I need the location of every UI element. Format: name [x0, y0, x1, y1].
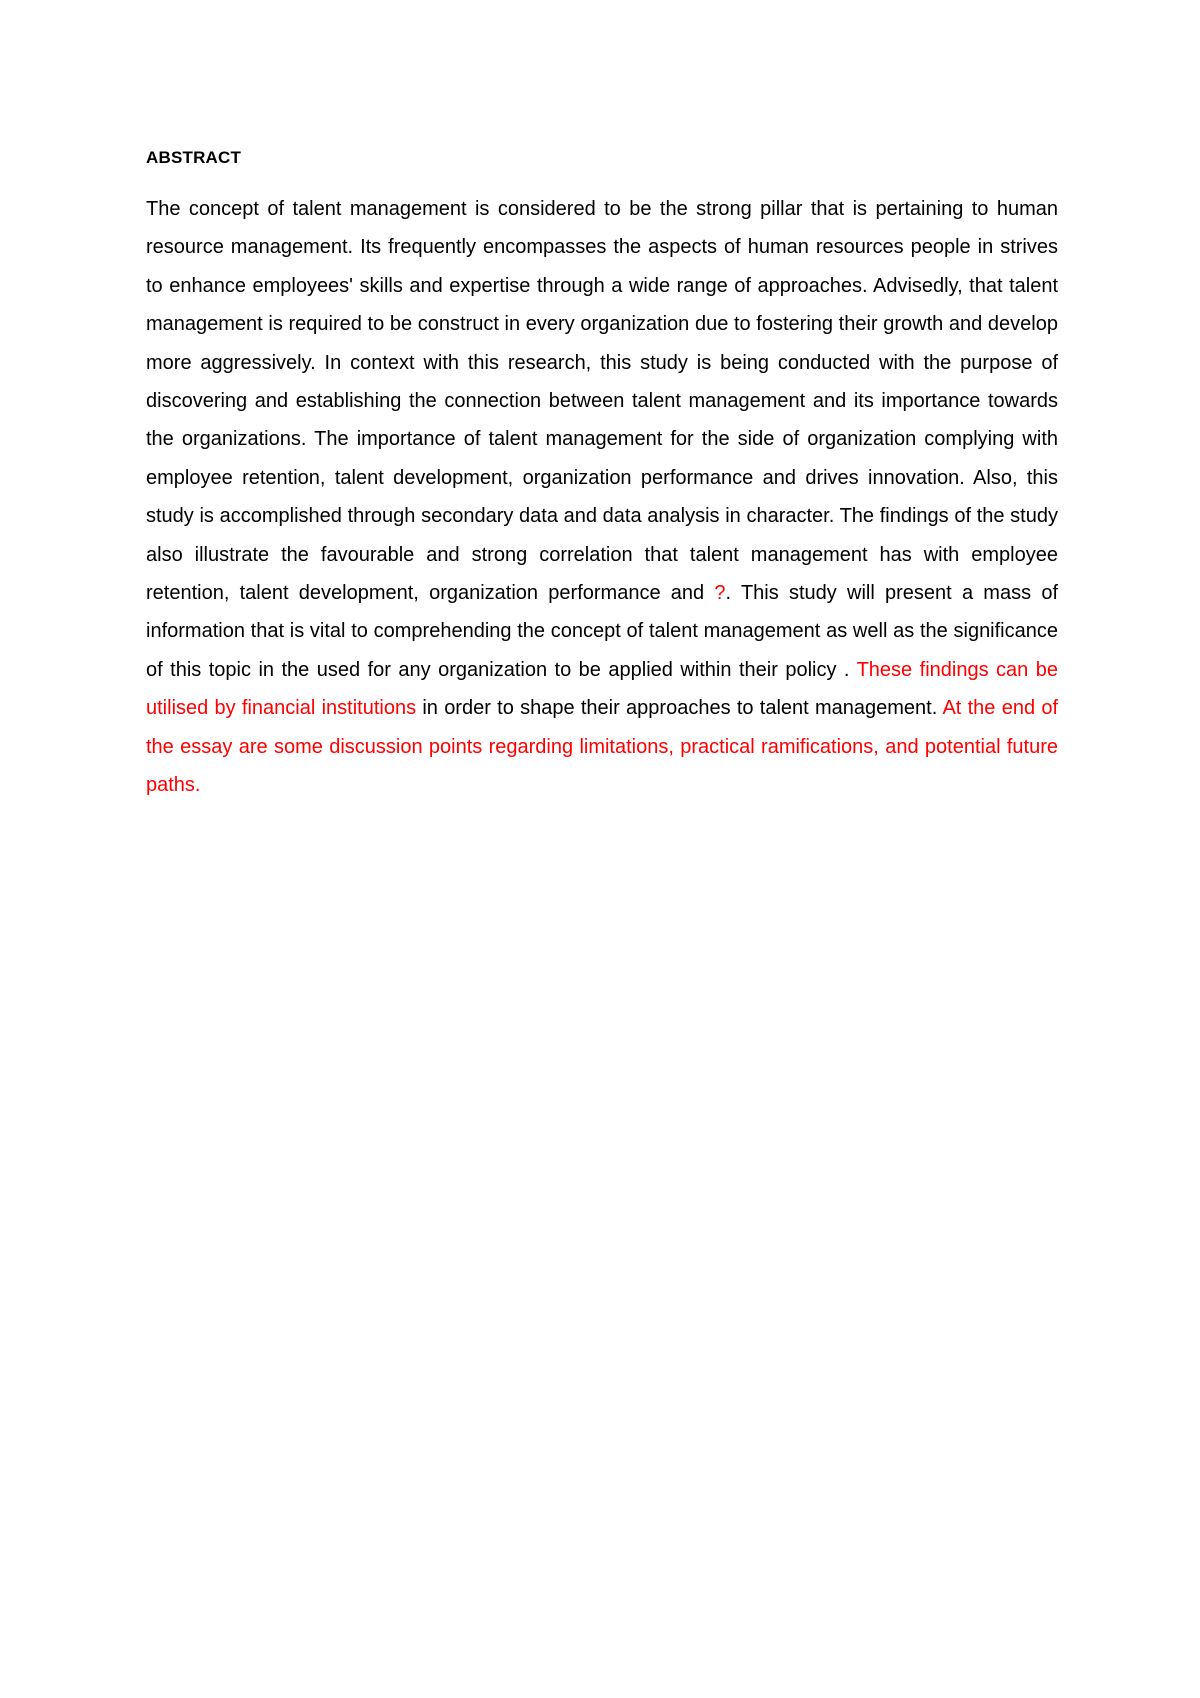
abstract-heading: ABSTRACT [146, 148, 242, 167]
abstract-text-segment-1: The concept of talent management is considered to be the strong pillar that is pertaining to human resource management. Its frequently encompasses the aspects of human resources people in strives to enhance employees' skills and expertise through a wide range of approaches. Advisedly, that talent management is required to be construct in every organization due to fostering their growth and develop more aggressively. In context with this research, this study is being conducted with the purpose of discovering and establishing the connection between talent management and its importance towards the organizations. The importance of talent management for the side of organization complying with employee retention, talent development, organization performance and drives innovation. Also, this study is accomplished through secondary data and data analysis in character. The findings of the study also illustrate the favourable and strong correlation that talent management has with employee retention, talent development, organization performance and [146, 198, 1058, 605]
abstract-text-segment-3: in order to shape their approaches to talent management. [416, 697, 943, 720]
abstract-paragraph [146, 190, 1058, 805]
highlighted-discussion-sentence: At the end of the essay are some discussion points regarding limitations, practical ramifications, and potential future paths. [146, 697, 1059, 797]
highlighted-findings-sentence: These findings can be utilised by financial institutions [146, 658, 1059, 720]
abstract-text-segment-2: . This study will present a mass of information that is vital to comprehending the concept of talent management as well as the significance of this topic in the used for any organization to be applied within their policy . [146, 582, 1059, 681]
abstract-section [146, 148, 1058, 805]
highlighted-question-mark: ? [714, 582, 726, 605]
